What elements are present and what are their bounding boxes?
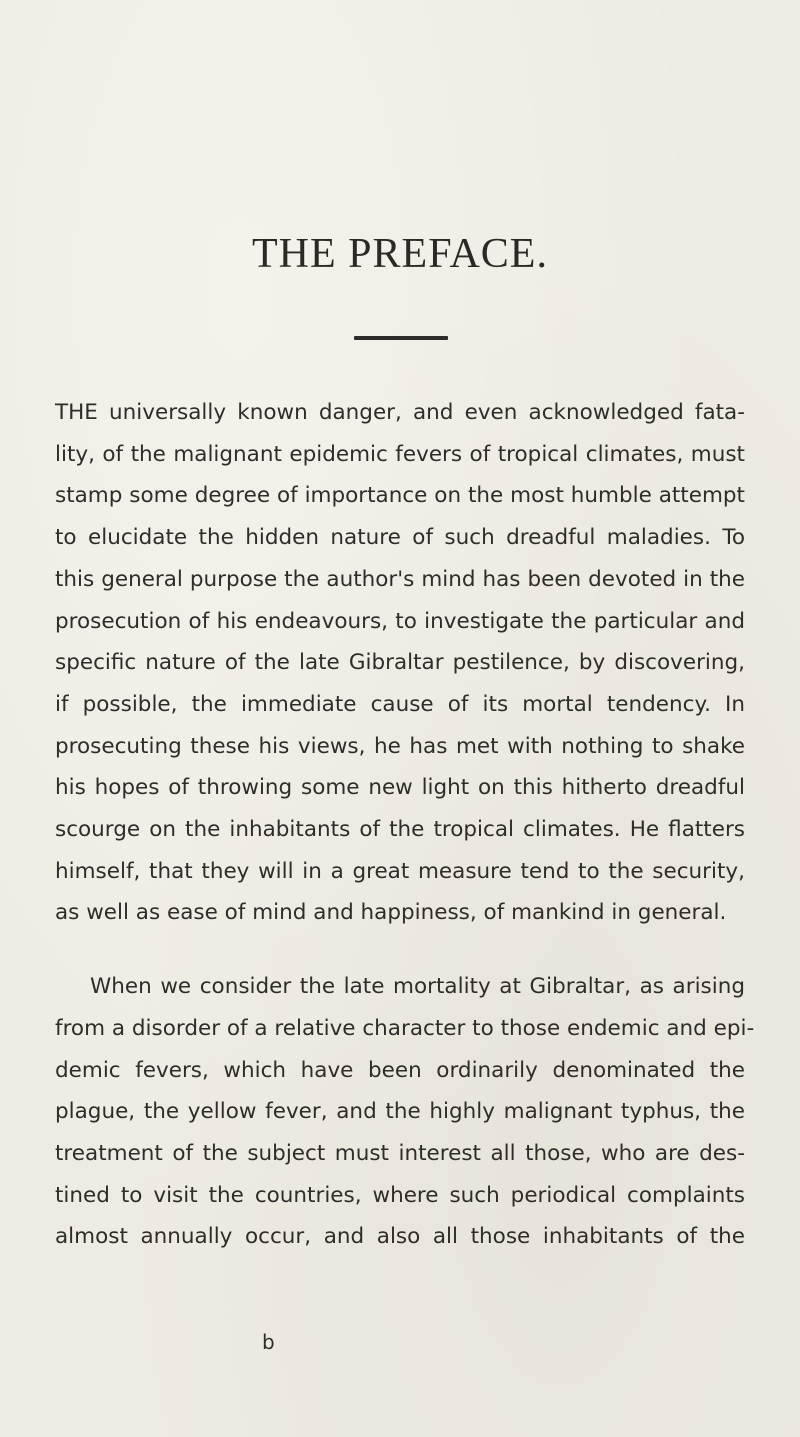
text-line: plague, the yellow fever, and the highly malignant typhus, the xyxy=(55,1099,745,1125)
signature-mark: b xyxy=(262,1330,275,1354)
text-line: tined to visit the countries, where such periodical complaints xyxy=(55,1182,745,1208)
text-line: THE universally known danger, and even acknowledged fata- xyxy=(55,400,745,425)
text-line: lity, of the malignant epidemic fevers of tropical climates, must xyxy=(55,441,745,467)
preface-body xyxy=(55,392,755,1258)
text-line: prosecuting these his views, he has met with nothing to shake xyxy=(55,733,745,759)
paragraph-2 xyxy=(55,966,755,1258)
text-line: to elucidate the hidden nature of such dreadful maladies. To xyxy=(55,525,745,551)
text-line: if possible, the immediate cause of its mortal tendency. In xyxy=(55,691,745,717)
text-line: almost annually occur, and also all those inhabitants of the xyxy=(55,1224,745,1250)
text-line: When we consider the late mortality at Gibraltar, as arising xyxy=(90,974,745,1000)
text-line: treatment of the subject must interest all those, who are des- xyxy=(55,1140,745,1166)
page-title: THE PREFACE. xyxy=(252,231,548,277)
text-line: this general purpose the author's mind has been devoted in the xyxy=(55,566,745,592)
text-line: himself, that they will in a great measure tend to the security, xyxy=(55,858,745,884)
text-line: as well as ease of mind and happiness, of mankind in general. xyxy=(55,900,727,926)
text-line: scourge on the inhabitants of the tropical climates. He flatters xyxy=(55,817,745,843)
text-line: from a disorder of a relative character to those endemic and epi- xyxy=(55,1015,755,1041)
text-line: specific nature of the late Gibraltar pestilence, by discovering, xyxy=(55,650,745,676)
text-line: prosecution of his endeavours, to investigate the particular and xyxy=(55,608,745,634)
ornamental-rule xyxy=(354,336,448,340)
text-line: demic fevers, which have been ordinarily denominated the xyxy=(55,1057,745,1083)
text-line: stamp some degree of importance on the most humble attempt xyxy=(55,483,745,509)
paragraph-1 xyxy=(55,392,745,934)
text-line: his hopes of throwing some new light on this hitherto dreadful xyxy=(55,775,745,801)
paragraph-gap xyxy=(55,934,745,966)
